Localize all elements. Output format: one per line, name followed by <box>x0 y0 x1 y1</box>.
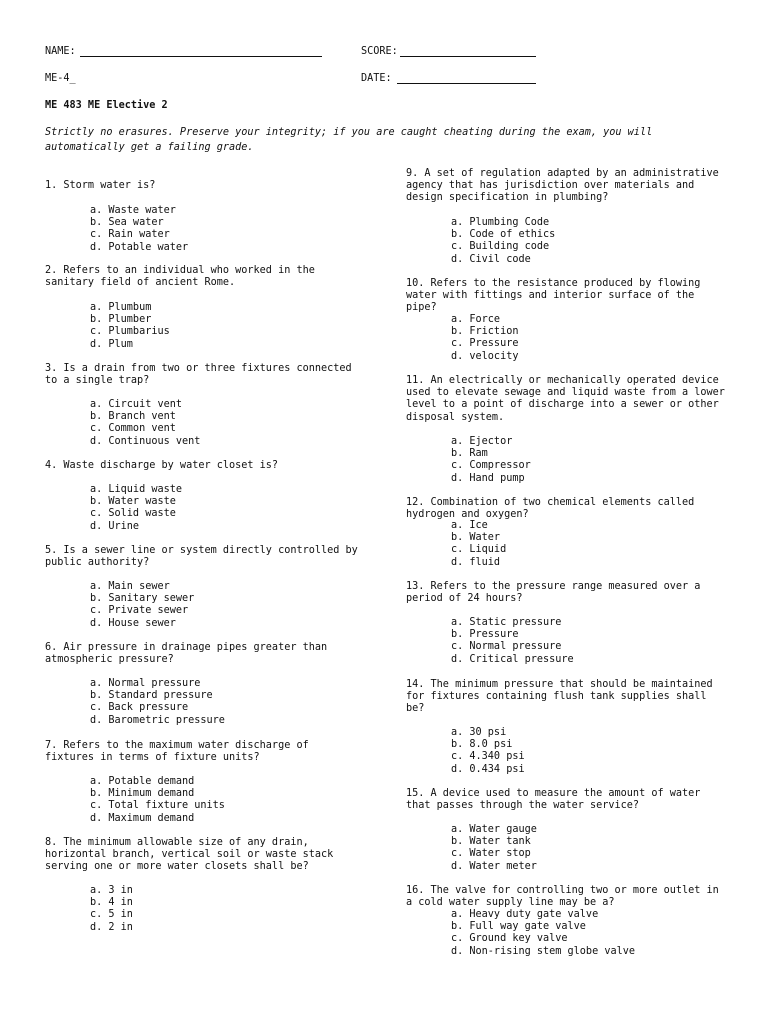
question-text: 3. Is a drain from two or three fixtures connected to a single trap? <box>45 363 352 387</box>
answer-options <box>451 824 537 873</box>
name-label: NAME: <box>45 46 76 57</box>
answer-option[interactable]: a. Waste water <box>90 205 176 216</box>
answer-options <box>90 205 188 254</box>
answer-option[interactable]: d. Potable water <box>90 241 189 253</box>
answer-option[interactable]: b. Minimum demand <box>90 788 195 800</box>
answer-option[interactable]: b. Code of ethics <box>451 229 556 241</box>
date-label: DATE: <box>361 73 392 84</box>
question-text: 10. Refers to the resistance produced by flowing water with fittings and interior surface of the pipe? <box>406 278 701 314</box>
score-blank[interactable] <box>400 56 536 57</box>
answer-option[interactable]: b. Water tank <box>451 836 531 848</box>
answer-option[interactable]: c. Pressure <box>451 338 519 350</box>
answer-option[interactable]: b. Standard pressure <box>90 690 213 702</box>
answer-option[interactable]: b. Plumber <box>90 314 152 326</box>
answer-options <box>90 776 225 825</box>
score-label: SCORE: <box>361 46 398 57</box>
question-text: 6. Air pressure in drainage pipes greater than atmospheric pressure? <box>45 642 328 666</box>
exam-instructions: Strictly no erasures. Preserve your integrity; if you are caught cheating during the exam, you will automatically get a failing grade. <box>45 127 653 153</box>
answer-options <box>90 581 194 630</box>
question-text: 12. Combination of two chemical elements called hydrogen and oxygen? <box>406 497 695 521</box>
answer-option[interactable]: c. Plumbarius <box>90 326 170 338</box>
question-text: 8. The minimum allowable size of any drain, horizontal branch, vertical soil or waste stack serving one or more water closets shall be? <box>45 837 334 873</box>
answer-option[interactable]: c. Back pressure <box>90 702 189 714</box>
answer-option[interactable]: d. Critical pressure <box>451 653 574 665</box>
answer-option[interactable]: d. Maximum demand <box>90 812 195 824</box>
answer-option[interactable]: a. 3 in <box>90 885 133 896</box>
answer-option[interactable]: c. Compressor <box>451 460 531 472</box>
answer-option[interactable]: c. Private sewer <box>90 605 189 617</box>
question-text: 14. The minimum pressure that should be maintained for fixtures containing flush tank supplies shall be? <box>406 679 713 715</box>
question-text: 15. A device used to measure the amount of water that passes through the water service? <box>406 788 701 812</box>
answer-option[interactable]: d. Non-rising stem globe valve <box>451 945 636 957</box>
answer-option[interactable]: b. Ram <box>451 448 488 460</box>
answer-option[interactable]: d. Urine <box>90 520 140 532</box>
answer-option[interactable]: a. Normal pressure <box>90 678 201 689</box>
answer-options <box>451 727 525 776</box>
answer-option[interactable]: a. Water gauge <box>451 824 537 835</box>
answer-option[interactable]: a. Force <box>451 314 501 325</box>
answer-option[interactable]: a. Plumbum <box>90 302 152 313</box>
answer-option[interactable]: c. Total fixture units <box>90 800 225 812</box>
answer-options <box>90 399 200 448</box>
answer-options <box>451 217 555 266</box>
answer-option[interactable]: b. Water <box>451 532 501 544</box>
question-text: 13. Refers to the pressure range measured over a period of 24 hours? <box>406 581 701 605</box>
answer-options <box>90 302 170 351</box>
answer-option[interactable]: c. Rain water <box>90 229 170 241</box>
answer-option[interactable]: b. 4 in <box>90 897 133 909</box>
answer-option[interactable]: b. Branch vent <box>90 411 176 423</box>
answer-option[interactable]: b. Friction <box>451 326 519 338</box>
question-text: 9. A set of regulation adapted by an administrative agency that has jurisdiction over materials and design specification in plumbing? <box>406 168 719 204</box>
answer-option[interactable]: c. Liquid <box>451 544 507 556</box>
answer-options <box>90 885 133 934</box>
answer-option[interactable]: d. Plum <box>90 338 133 350</box>
answer-options <box>90 678 225 727</box>
question-text: 7. Refers to the maximum water discharge of fixtures in terms of fixture units? <box>45 740 309 764</box>
answer-options <box>451 436 531 485</box>
answer-option[interactable]: c. Water stop <box>451 848 531 860</box>
answer-option[interactable]: b. Pressure <box>451 629 519 641</box>
answer-option[interactable]: a. Heavy duty gate valve <box>451 909 599 920</box>
answer-option[interactable]: d. Hand pump <box>451 472 525 484</box>
question-text: 16. The valve for controlling two or more outlet in a cold water supply line may be a? <box>406 885 719 909</box>
answer-option[interactable]: a. Potable demand <box>90 776 195 787</box>
answer-option[interactable]: b. Full way gate valve <box>451 921 586 933</box>
answer-option[interactable]: c. Common vent <box>90 423 176 435</box>
answer-option[interactable]: d. fluid <box>451 556 501 568</box>
question-text: 11. An electrically or mechanically operated device used to elevate sewage and liquid waste from a lower level to a point of discharge into a sewer or other disposal system. <box>406 375 725 423</box>
answer-option[interactable]: a. Static pressure <box>451 617 562 628</box>
answer-options <box>451 617 574 666</box>
answer-option[interactable]: a. 30 psi <box>451 727 507 738</box>
answer-option[interactable]: a. Circuit vent <box>90 399 183 410</box>
answer-option[interactable]: c. Solid waste <box>90 508 176 520</box>
answer-options <box>451 520 506 569</box>
answer-option[interactable]: b. Sanitary sewer <box>90 593 195 605</box>
answer-option[interactable]: d. House sewer <box>90 617 176 629</box>
question-text: 1. Storm water is? <box>45 180 156 191</box>
question-text: 2. Refers to an individual who worked in the sanitary field of ancient Rome. <box>45 265 315 289</box>
answer-option[interactable]: a. Ejector <box>451 436 513 447</box>
answer-option[interactable]: d. Civil code <box>451 253 531 265</box>
answer-option[interactable]: a. Liquid waste <box>90 484 183 495</box>
answer-option[interactable]: b. 8.0 psi <box>451 739 513 751</box>
answer-option[interactable]: d. 0.434 psi <box>451 763 525 775</box>
answer-options <box>451 909 635 958</box>
answer-option[interactable]: b. Sea water <box>90 217 164 229</box>
name-blank[interactable] <box>80 56 322 57</box>
answer-options <box>451 314 518 363</box>
answer-option[interactable]: c. Ground key valve <box>451 933 568 945</box>
answer-option[interactable]: c. 5 in <box>90 909 133 921</box>
answer-option[interactable]: b. Water waste <box>90 496 176 508</box>
answer-option[interactable]: a. Plumbing Code <box>451 217 550 228</box>
answer-option[interactable]: d. Continuous vent <box>90 435 201 447</box>
answer-option[interactable]: d. velocity <box>451 350 519 362</box>
course-label: ME-4_ <box>45 73 76 84</box>
answer-option[interactable]: d. Water meter <box>451 860 537 872</box>
answer-options <box>90 484 182 533</box>
question-text: 4. Waste discharge by water closet is? <box>45 460 279 471</box>
exam-title: ME 483 ME Elective 2 <box>45 100 168 111</box>
answer-option[interactable]: a. Main sewer <box>90 581 170 592</box>
answer-option[interactable]: c. Normal pressure <box>451 641 562 653</box>
question-text: 5. Is a sewer line or system directly controlled by public authority? <box>45 545 358 569</box>
answer-option[interactable]: d. 2 in <box>90 921 133 933</box>
answer-option[interactable]: a. Ice <box>451 520 488 531</box>
answer-option[interactable]: c. Building code <box>451 241 550 253</box>
date-blank[interactable] <box>397 83 536 84</box>
answer-option[interactable]: c. 4.340 psi <box>451 751 525 763</box>
answer-option[interactable]: d. Barometric pressure <box>90 714 225 726</box>
